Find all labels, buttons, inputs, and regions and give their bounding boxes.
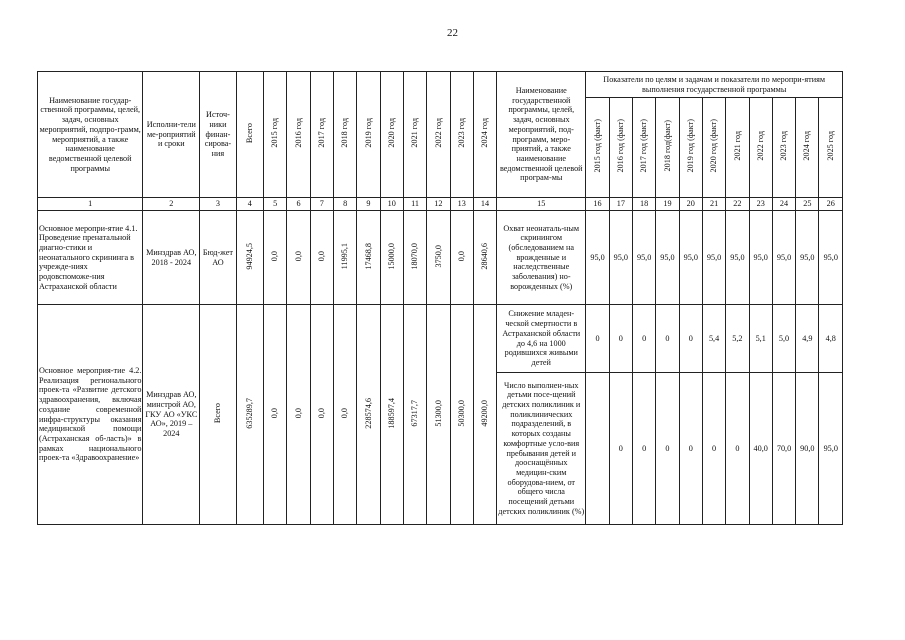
col-number: 9 — [357, 198, 380, 211]
table-row — [38, 211, 843, 305]
col-number: 10 — [380, 198, 403, 211]
header-indicator-year: 2022 год — [749, 98, 772, 198]
year-value: 0,0 — [333, 305, 356, 525]
header-indicator-year: 2021 год — [726, 98, 749, 198]
header-year: 2015 год — [264, 72, 287, 198]
indicator-value: 95,0 — [819, 211, 843, 305]
year-value: 0,0 — [287, 305, 310, 525]
year-value: 0,0 — [264, 211, 287, 305]
header-indicator-year: 2023 год — [772, 98, 795, 198]
header-year: 2020 год — [380, 72, 403, 198]
header-indicator-year: 2025 год — [819, 98, 843, 198]
table-row — [38, 305, 843, 373]
year-value: 0,0 — [310, 211, 333, 305]
indicator-value: 0 — [726, 373, 749, 525]
header-total: Всего — [236, 72, 263, 198]
indicator-value: 0 — [609, 373, 632, 525]
header-sources: Источ-ники финан-сирова-ния — [200, 72, 236, 198]
indicator-value: 95,0 — [749, 211, 772, 305]
indicator-value: 95,0 — [772, 211, 795, 305]
indicator-value: 95,0 — [796, 211, 819, 305]
year-value: 67317,7 — [403, 305, 426, 525]
header-indicator-year: 2017 год (факт) — [632, 98, 655, 198]
col-number: 11 — [403, 198, 426, 211]
indicator-value: 0 — [632, 305, 655, 373]
activity-total: 635289,7 — [236, 305, 263, 525]
header-executors: Исполни-тели ме-роприятий и сроки — [143, 72, 200, 198]
indicator-value: 5,1 — [749, 305, 772, 373]
year-value: 228574,6 — [357, 305, 380, 525]
indicator-value: 90,0 — [796, 373, 819, 525]
header-year: 2024 год — [473, 72, 496, 198]
col-number: 22 — [726, 198, 749, 211]
col-number: 3 — [200, 198, 236, 211]
col-number: 13 — [450, 198, 473, 211]
activity-name: Основное меропри-ятие 4.1. Проведение пренатальной диагно-стики и неонатального скрининга в учрежде-ниях родовспоможе-ния Астраханской области — [38, 211, 143, 305]
col-number: 26 — [819, 198, 843, 211]
indicator-value: 0 — [656, 305, 679, 373]
indicator-value: 0 — [586, 305, 609, 373]
indicator-value: 0 — [632, 373, 655, 525]
year-value: 17468,8 — [357, 211, 380, 305]
header-indicator-year: 2015 год (факт) — [586, 98, 609, 198]
year-value: 11995,1 — [333, 211, 356, 305]
header-year: 2021 год — [403, 72, 426, 198]
year-value: 18070,0 — [403, 211, 426, 305]
indicator-value: 95,0 — [609, 211, 632, 305]
col-number: 23 — [749, 198, 772, 211]
year-value: 0,0 — [310, 305, 333, 525]
header-indicator-year: 2016 год (факт) — [609, 98, 632, 198]
indicator-value: 4,9 — [796, 305, 819, 373]
indicator-value — [586, 373, 609, 525]
col-number: 8 — [333, 198, 356, 211]
col-number: 25 — [796, 198, 819, 211]
col-number: 16 — [586, 198, 609, 211]
activity-source: Всего — [200, 305, 236, 525]
indicator-value: 0 — [679, 373, 702, 525]
indicator-value: 0 — [609, 305, 632, 373]
indicator-value: 95,0 — [586, 211, 609, 305]
header-year: 2019 год — [357, 72, 380, 198]
activity-total: 94924,5 — [236, 211, 263, 305]
col-number: 5 — [264, 198, 287, 211]
indicator-value: 95,0 — [656, 211, 679, 305]
indicator-value: 95,0 — [702, 211, 725, 305]
col-number: 1 — [38, 198, 143, 211]
col-number: 7 — [310, 198, 333, 211]
col-number: 15 — [497, 198, 586, 211]
indicator-value: 0 — [702, 373, 725, 525]
year-value: 49200,0 — [473, 305, 496, 525]
header-year: 2023 год — [450, 72, 473, 198]
year-value: 51300,0 — [427, 305, 450, 525]
indicator-value: 4,8 — [819, 305, 843, 373]
header-year: 2017 год — [310, 72, 333, 198]
indicator-value: 95,0 — [632, 211, 655, 305]
activity-name: Основное мероприя-тие 4.2. Реализация регионального проек-та «Развитие детского здравоохранения, включая создание современной инфра-структуры оказания медицинской помощи (Астраханская об-ласть)» в рамках национального проек-та «Здравоохранение» — [38, 305, 143, 525]
header-year: 2016 год — [287, 72, 310, 198]
year-value: 0,0 — [287, 211, 310, 305]
col-number: 14 — [473, 198, 496, 211]
col-number: 4 — [236, 198, 263, 211]
activity-source: Бюд-жет АО — [200, 211, 236, 305]
indicator-value: 70,0 — [772, 373, 795, 525]
year-value: 0,0 — [264, 305, 287, 525]
page-number: 22 — [447, 27, 458, 39]
year-value: 15000,0 — [380, 211, 403, 305]
header-year: 2022 год — [427, 72, 450, 198]
indicator-value: 5,4 — [702, 305, 725, 373]
indicator-value: 5,2 — [726, 305, 749, 373]
header-indicator-year: 2020 год (факт) — [702, 98, 725, 198]
year-value: 50300,0 — [450, 305, 473, 525]
col-number: 2 — [143, 198, 200, 211]
header-indicator-year: 2019 год (факт) — [679, 98, 702, 198]
indicator-value: 95,0 — [679, 211, 702, 305]
year-value: 28640,6 — [473, 211, 496, 305]
indicator-name: Число выполнен-ных детьми посе-щений детских поликлиник и поликлинических подразделений, в которых созданы комфортные усло-вия пребывания детей и дооснащённых медицин-ским оборудова-нием, от общего числа посещений детьми детских поликлиник (%) — [497, 373, 586, 525]
indicator-value: 5,0 — [772, 305, 795, 373]
activity-executor: Минздрав АО, минстрой АО, ГКУ АО «УКС АО», 2019 – 2024 — [143, 305, 200, 525]
header-indicator-year: 2024 год — [796, 98, 819, 198]
indicator-value: 40,0 — [749, 373, 772, 525]
program-table — [37, 71, 843, 525]
header-year: 2018 год — [333, 72, 356, 198]
indicator-value: 95,0 — [726, 211, 749, 305]
col-number: 12 — [427, 198, 450, 211]
header-name: Наименование государ-ственной программы, целей, задач, основных мероприятий, подпро-грамм, мероприятий, а также наименование ведомственной целевой программы — [38, 72, 143, 198]
year-value: 3750,0 — [427, 211, 450, 305]
indicator-value: 0 — [656, 373, 679, 525]
indicator-name: Снижение младен-ческой смертности в Астраханской области до 4,6 на 1000 родившихся живыми детей — [497, 305, 586, 373]
year-value: 188597,4 — [380, 305, 403, 525]
indicator-value: 0 — [679, 305, 702, 373]
year-value: 0,0 — [450, 211, 473, 305]
header-indicator-year: 2018 год(факт) — [656, 98, 679, 198]
activity-executor: Минздрав АО, 2018 - 2024 — [143, 211, 200, 305]
indicator-value: 95,0 — [819, 373, 843, 525]
header-indicators-group: Показатели по целям и задачам и показатели по меропри-ятиям выполнения государственной программы — [586, 72, 843, 98]
col-number: 21 — [702, 198, 725, 211]
indicator-name: Охват неонаталь-ным скринингом (обследованием на врожденные и наследственные заболевания) но-ворожденных (%) — [497, 211, 586, 305]
col-number: 24 — [772, 198, 795, 211]
header-indicator-name: Наименование государственной программы, целей, задач, основных мероприятий, под-программ, меро-приятий, а также наименование ведомственной целевой програм-мы — [497, 72, 586, 198]
col-number: 17 — [609, 198, 632, 211]
col-number: 18 — [632, 198, 655, 211]
col-number: 6 — [287, 198, 310, 211]
col-number: 19 — [656, 198, 679, 211]
col-number: 20 — [679, 198, 702, 211]
